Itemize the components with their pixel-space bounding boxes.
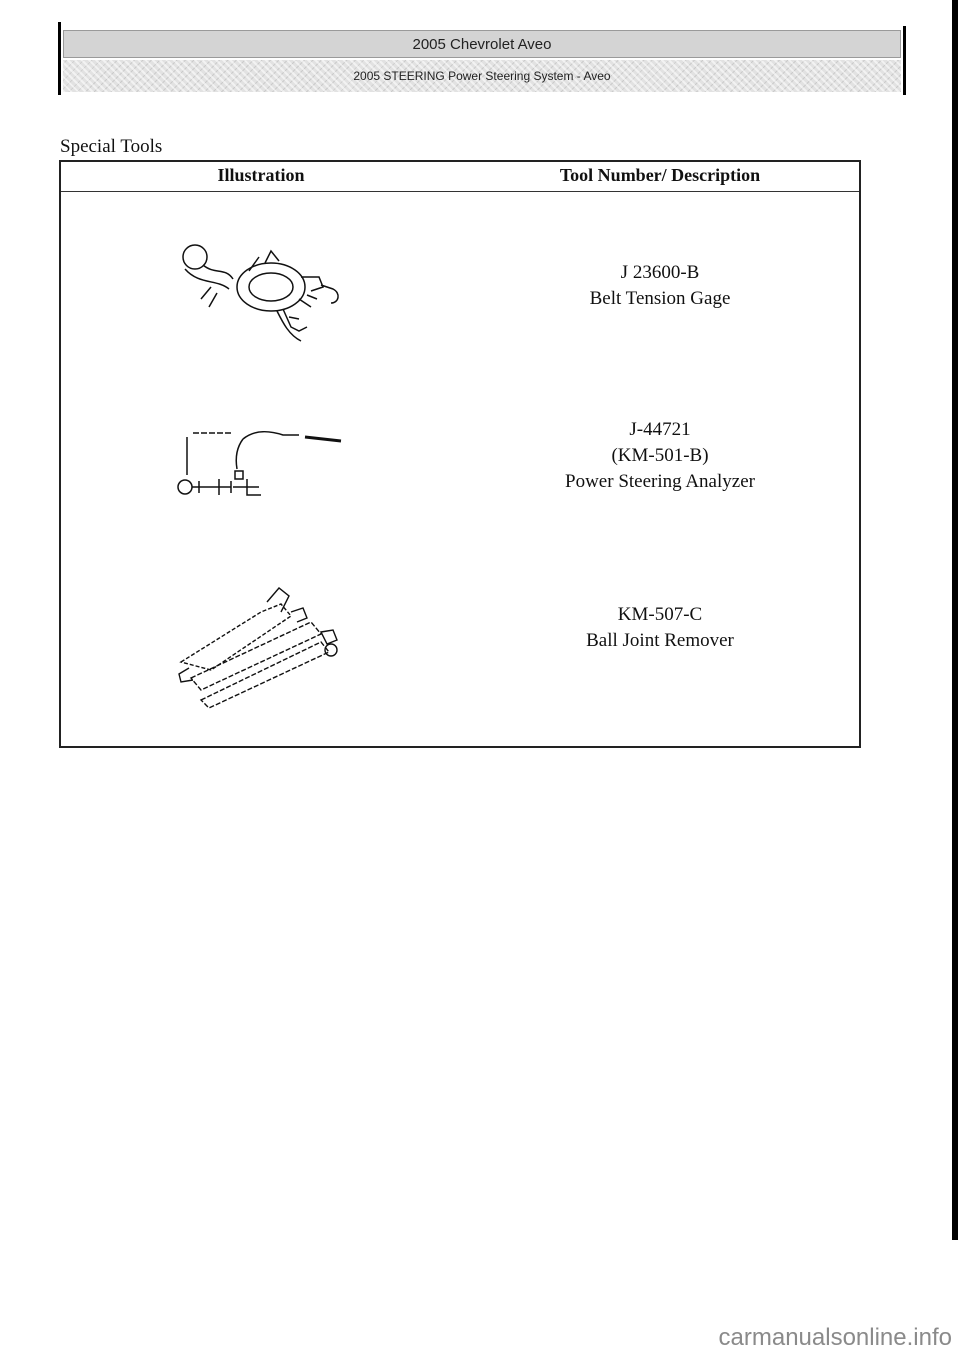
section-title: Special Tools [60, 136, 163, 157]
document-subtitle: 2005 STEERING Power Steering System - Aveo [353, 69, 611, 83]
table-header [61, 162, 859, 192]
page-edge-bar [952, 0, 958, 1240]
tool-alt-number: (KM-501-B) [611, 445, 709, 466]
watermark-text: carmanualsonline.info [718, 1324, 952, 1351]
belt-tension-gage-icon [171, 237, 351, 352]
power-steering-analyzer-icon [171, 427, 371, 512]
document-title-banner [63, 30, 901, 58]
column-header-tool-number: Tool Number/ Description [559, 165, 761, 185]
ball-joint-remover-icon [171, 582, 351, 717]
column-header-illustration: Illustration [217, 165, 305, 185]
tool-number: KM-507-C [617, 604, 703, 625]
tool-number: J-44721 [629, 419, 691, 440]
document-subtitle-banner [63, 60, 901, 92]
tool-description-cell [461, 417, 859, 495]
tool-number: J 23600-B [620, 262, 700, 283]
table-row [61, 192, 859, 382]
tool-name: Belt Tension Gage [589, 288, 731, 309]
tool-name: Power Steering Analyzer [565, 471, 755, 492]
tool-name: Ball Joint Remover [586, 630, 734, 651]
document-title: 2005 Chevrolet Aveo [412, 35, 552, 53]
table-row [61, 382, 859, 562]
tool-description-cell [461, 260, 859, 312]
table-row [61, 562, 859, 748]
left-frame-bar [58, 22, 61, 95]
tool-description-cell [461, 602, 859, 654]
special-tools-table [59, 160, 861, 748]
right-frame-bar [903, 26, 906, 95]
